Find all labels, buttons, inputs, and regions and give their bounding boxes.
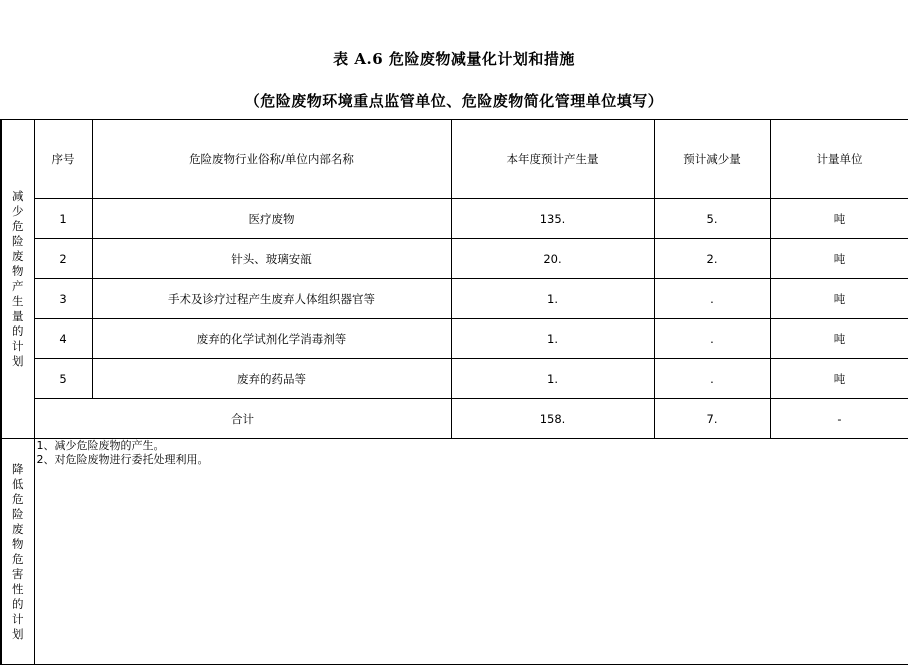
row-seq: 5 (34, 359, 92, 399)
note-line: 2、对危险废物进行委托处理利用。 (36, 453, 209, 466)
row-reduce: . (654, 319, 770, 359)
row-annual: 1. (451, 359, 654, 399)
total-unit: - (770, 399, 908, 439)
row-name: 手术及诊疗过程产生废弃人体组织器官等 (92, 279, 451, 319)
row-reduce: . (654, 359, 770, 399)
row-annual: 20. (451, 239, 654, 279)
section-reduce-label: 减少危险废物产生量的计划 (1, 120, 34, 439)
table-row (1, 199, 908, 239)
row-seq: 2 (34, 239, 92, 279)
table-row (1, 239, 908, 279)
note-line: 1、减少危险废物的产生。 (36, 439, 165, 452)
header-seq: 序号 (34, 120, 92, 199)
header-name: 危险废物行业俗称/单位内部名称 (92, 120, 451, 199)
row-name: 针头、玻璃安瓿 (92, 239, 451, 279)
row-seq: 4 (34, 319, 92, 359)
row-annual: 1. (451, 279, 654, 319)
row-annual: 1. (451, 319, 654, 359)
section-hazard-label: 降低危险废物危害性的计划 (1, 439, 34, 665)
total-label: 合计 (34, 399, 451, 439)
table-row (1, 359, 908, 399)
row-seq: 1 (34, 199, 92, 239)
row-reduce: 5. (654, 199, 770, 239)
table-row (1, 279, 908, 319)
row-seq: 3 (34, 279, 92, 319)
table-subtitle: （危险废物环境重点监管单位、危险废物简化管理单位填写） (244, 92, 664, 110)
table-title: 表 A.6 危险废物减量化计划和措施 (333, 50, 575, 68)
waste-reduction-table (0, 119, 908, 665)
row-name: 废弃的化学试剂化学消毒剂等 (92, 319, 451, 359)
total-annual: 158. (451, 399, 654, 439)
row-name: 医疗废物 (92, 199, 451, 239)
row-unit: 吨 (770, 279, 908, 319)
total-row (1, 399, 908, 439)
total-reduce: 7. (654, 399, 770, 439)
row-unit: 吨 (770, 199, 908, 239)
row-name: 废弃的药品等 (92, 359, 451, 399)
header-reduce: 预计减少量 (654, 120, 770, 199)
table-row (1, 319, 908, 359)
row-unit: 吨 (770, 319, 908, 359)
row-reduce: 2. (654, 239, 770, 279)
row-unit: 吨 (770, 359, 908, 399)
measures-notes (34, 439, 908, 665)
header-annual: 本年度预计产生量 (451, 120, 654, 199)
header-unit: 计量单位 (770, 120, 908, 199)
row-reduce: . (654, 279, 770, 319)
row-annual: 135. (451, 199, 654, 239)
row-unit: 吨 (770, 239, 908, 279)
